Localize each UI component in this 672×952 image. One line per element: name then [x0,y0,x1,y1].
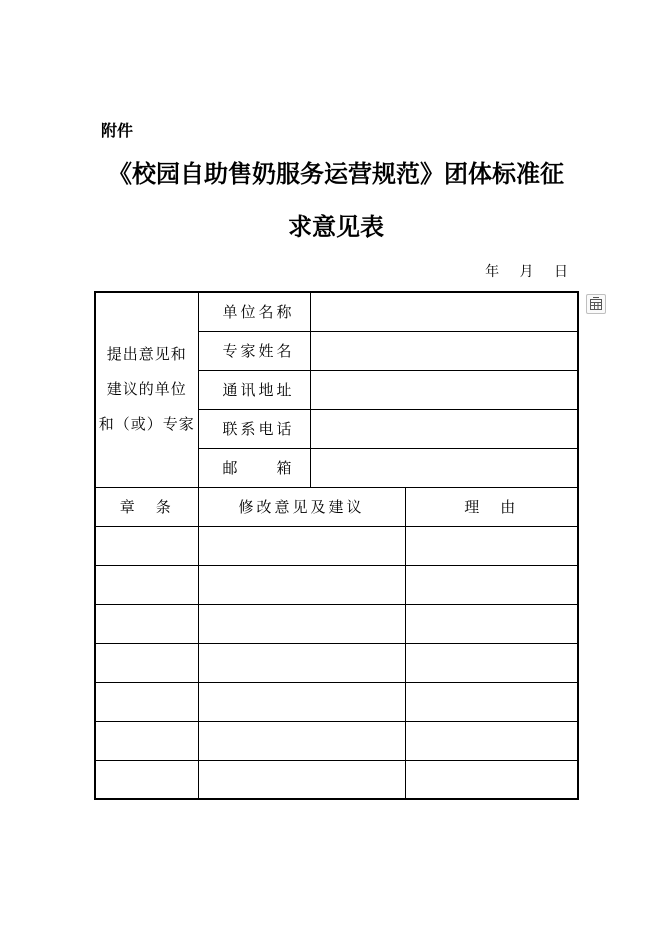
reason-cell[interactable] [405,526,578,565]
suggestion-cell[interactable] [198,760,405,799]
field-label-unit-name: 单位名称 [198,292,310,331]
reason-cell[interactable] [405,721,578,760]
phone-field[interactable] [310,409,578,448]
table-row [95,565,578,604]
field-label-address: 通讯地址 [198,370,310,409]
submitter-section-label [95,292,198,487]
table-row [95,643,578,682]
table-row [95,721,578,760]
table-row [95,526,578,565]
table-row [95,760,578,799]
expert-name-field[interactable] [310,331,578,370]
clause-cell[interactable] [95,721,198,760]
clause-cell[interactable] [95,526,198,565]
suggestion-cell[interactable] [198,604,405,643]
suggestion-cell[interactable] [198,721,405,760]
header-reason: 理 由 [405,487,578,526]
field-label-email: 邮 箱 [198,448,310,487]
field-label-phone: 联系电话 [198,409,310,448]
submitter-label-line-3: 和（或）专家 [98,415,195,434]
email-field[interactable] [310,448,578,487]
suggestion-cell[interactable] [198,643,405,682]
header-clause: 章 条 [95,487,198,526]
unit-name-field[interactable] [310,292,578,331]
suggestion-cell[interactable] [198,526,405,565]
address-field[interactable] [310,370,578,409]
table-row [95,682,578,721]
field-label-expert-name: 专家姓名 [198,331,310,370]
opinion-form-table [94,291,579,800]
date-day-label: 日 [554,264,568,280]
date-year-label: 年 [485,264,500,280]
clause-cell[interactable] [95,643,198,682]
reason-cell[interactable] [405,565,578,604]
reason-cell[interactable] [405,760,578,799]
clause-cell[interactable] [95,682,198,721]
clause-cell[interactable] [95,760,198,799]
table-edit-icon[interactable] [586,294,606,314]
clause-cell[interactable] [95,604,198,643]
suggestion-cell[interactable] [198,565,405,604]
suggestion-cell[interactable] [198,682,405,721]
header-suggestion: 修改意见及建议 [198,487,405,526]
submitter-label-line-2: 建议的单位 [106,380,187,399]
document-title-line-2: 求意见表 [288,213,384,241]
clause-cell[interactable] [95,565,198,604]
date-month-label: 月 [519,264,534,280]
reason-cell[interactable] [405,604,578,643]
date-line [485,262,568,282]
document-title-line-1: 《校园自助售奶服务运营规范》团体标准征 [108,160,564,188]
reason-cell[interactable] [405,643,578,682]
reason-cell[interactable] [405,682,578,721]
table-row [95,604,578,643]
attachment-label: 附件 [101,121,134,140]
submitter-label-line-1: 提出意见和 [106,345,187,364]
